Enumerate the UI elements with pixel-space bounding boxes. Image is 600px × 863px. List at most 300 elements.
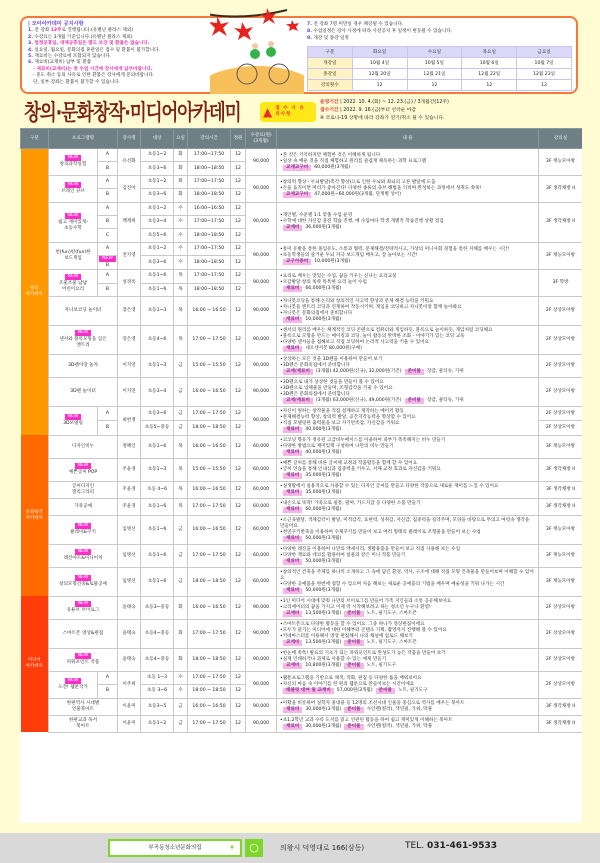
column-header: 프로그램명	[49, 129, 118, 149]
cost-label: 재료비	[283, 473, 302, 479]
cost-value: 40,000원(3개월)	[305, 426, 342, 432]
instructor-cell: 임병선	[118, 567, 141, 596]
capacity-cell: 12	[231, 175, 246, 188]
content-line: •창의력 향상 · 두뇌발달(촉각 향상)으로 인한 우뇌와 좌뇌의 고른 발달에 도움	[280, 179, 436, 185]
content-line: •천연쿠키반죽을 이용하여 수제쿠키를 만들어 보고 여러 형태의 클레이로 조형물을 만들어 보는 수업	[280, 529, 481, 535]
program-name-cell[interactable]	[49, 270, 98, 297]
program-name: 파워포인트 작품	[66, 660, 100, 666]
new-badge: NEW	[65, 182, 82, 188]
day-cell: 목	[174, 481, 188, 498]
cost-label: 재료비	[283, 286, 302, 292]
day-cell: 화	[174, 619, 188, 648]
content-line: •초1,2학년 교과 수록 도서를 읽고 연관된 활동을 하여 쉽고 재미있게 이해하는 북아트	[280, 717, 453, 723]
fee-cell: 60,000	[246, 544, 277, 567]
content-cell	[277, 202, 539, 242]
time-cell: 17:00 ~ 17:50	[188, 498, 231, 515]
column-header: 내 용	[277, 129, 539, 149]
day-cell: 수	[174, 685, 188, 698]
program-name-cell[interactable]	[49, 596, 118, 619]
notice-number: 9.	[307, 36, 312, 41]
table-row	[21, 544, 583, 567]
prep-value: 사인펜(컬러), 색연필, 가위, 딱풀	[366, 706, 433, 712]
cost-label: 재료비	[283, 427, 302, 433]
schedule-cell: 12월 20일	[352, 69, 407, 80]
cost-line	[280, 588, 535, 594]
time-cell: 16:00 ~ 16:50	[188, 698, 231, 715]
target-cell: 초등5~6	[141, 229, 174, 242]
program-name-cell[interactable]	[49, 296, 118, 325]
content-line: •다양한 방법으로 재미있게 구성하여 나만의 비누 만들기	[280, 443, 394, 449]
session-label-cell	[98, 671, 118, 684]
fee-cell: 60,000	[246, 567, 277, 596]
fee-cell: 60,000	[246, 458, 277, 481]
prep-label: 준비물	[405, 369, 424, 375]
notice-sub-item: - 중도 취소 등의 사유로 인한 환불은 강사에게 문의바랍니다.	[33, 73, 155, 79]
capacity-cell: 12	[231, 715, 246, 732]
content-line: •오감발달 창의 쑥쑥 톡톡한 요리 놀이 수업	[280, 280, 367, 286]
table-row	[21, 715, 583, 732]
program-name-cell[interactable]	[49, 619, 118, 648]
session-label: B	[105, 688, 110, 694]
cost-label: 교구사용비	[283, 259, 311, 265]
new-badge: NEW	[75, 330, 92, 336]
new-badge: NEW	[99, 256, 116, 262]
content-line: •코코넛 향유가 정유된 고급비누베이스를 이용하여 피부가 촉촉해지는 비누 만들기	[280, 437, 446, 443]
session-label: C	[105, 232, 110, 238]
instructor-cell: 이윤미	[118, 698, 141, 715]
table-row	[21, 296, 583, 325]
schedule-cell: 12월 21일	[407, 69, 462, 80]
program-name-cell[interactable]	[49, 377, 118, 406]
fee-cell: 90,000	[246, 698, 277, 715]
center-select[interactable]	[108, 839, 242, 857]
room-cell: 2F 상상모아방	[539, 296, 582, 325]
prep-value: 장갑, 물티슈, 가위	[426, 397, 464, 403]
cost-value: 50,000원(3개월)	[305, 558, 342, 564]
target-cell: 초등 4~6	[141, 481, 174, 498]
content-cell	[277, 619, 539, 648]
time-cell: 17:00~17:50	[188, 270, 231, 283]
notice-item	[307, 28, 572, 35]
time-cell: 18:00 ~ 18:50	[188, 567, 231, 596]
schedule-row	[308, 58, 572, 69]
time-cell: 17:00 ~ 17:50	[188, 544, 231, 567]
room-cell: 2F 상상모아방	[539, 648, 582, 671]
cost-value: 60,000원(3개월)	[305, 506, 342, 512]
program-name-cell[interactable]	[49, 544, 118, 567]
cost-label: 재료비	[283, 317, 302, 323]
table-row	[21, 567, 583, 596]
content-cell	[277, 175, 539, 202]
program-name-cell[interactable]	[49, 671, 98, 698]
target-cell: 초등1~2	[141, 715, 174, 732]
period-value: | 2022. 10. 4.(화) ~ 12. 23.(금) / 3개월간(12주)	[340, 100, 449, 105]
capacity-cell: 12	[231, 202, 246, 215]
program-name: 유튜브 브이로그	[66, 608, 100, 614]
content-line: •직접 모델링한 출력물을 보고 자기만족감, 자신감을 키워요	[280, 420, 400, 426]
tel-number: 031-461-9533	[426, 841, 498, 851]
program-name-cell[interactable]	[49, 406, 98, 435]
cost-label: 교재비	[283, 663, 302, 669]
target-cell: 초등1~3	[141, 354, 174, 377]
fee-cell: 90,000	[246, 377, 277, 406]
target-cell: 초등1~6	[141, 567, 174, 596]
content-cell	[277, 596, 539, 619]
program-name-cell[interactable]	[49, 149, 98, 176]
cost-value: 66,000원(3개월)	[305, 286, 342, 292]
program-name-cell[interactable]	[49, 175, 98, 202]
instructor-cell: 정혜인	[118, 435, 141, 458]
target-cell: 초등3~5	[141, 698, 174, 715]
column-header: 구분	[21, 129, 49, 149]
program-name-cell[interactable]	[49, 698, 118, 715]
time-cell: 17:00~17:50	[188, 215, 231, 228]
notice-number: 2.	[28, 34, 33, 40]
target-cell: 초등3~4	[141, 377, 174, 406]
time-cell: 16:00 ~ 16:50	[188, 296, 231, 325]
content-line: •스마트폰으로 다양한 활동을 할 수 있어요. 그중 하나가 영상편집이에요	[280, 621, 425, 627]
cost-value: 13,500원(3개월)	[305, 639, 342, 645]
program-name-cell[interactable]	[49, 715, 118, 732]
warning-icon: ▲	[263, 105, 273, 119]
cost-label: 재료비	[283, 450, 302, 456]
column-header: 정원	[231, 129, 246, 149]
notice-number: 5.	[28, 54, 33, 60]
cost-label: 교재비	[283, 640, 302, 646]
fee-cell: 90,000	[246, 354, 277, 377]
instructor-cell: 백재희	[118, 202, 141, 242]
program-name-cell[interactable]	[49, 481, 118, 498]
session-label: A	[105, 152, 110, 158]
capacity-cell: 12	[231, 498, 246, 515]
capacity-cell: 12	[231, 515, 246, 544]
notice-number: 8.	[307, 29, 312, 34]
cost-label: 교재비	[283, 611, 302, 617]
schedule-cell: 10월 6일	[462, 58, 517, 69]
content-cell	[277, 567, 539, 596]
room-cell: 3F 재능모아방	[539, 567, 582, 596]
content-line: •키네마스터를 이용해서 영상 편집해서 나의 채널에 업로드 해보기	[280, 633, 413, 639]
target-cell: 초등1~6	[141, 544, 174, 567]
room-cell: 3F 생각채방 II	[539, 481, 582, 498]
session-label: A	[105, 205, 110, 211]
prep-value: 노트, 필기도구	[366, 662, 397, 668]
cost-value: 네오센서봇 80,000원(구매)	[305, 345, 362, 351]
program-name: 3D펜이랑 놀자	[67, 362, 99, 368]
program-name: 한편교과 독서 북아트	[68, 717, 98, 729]
content-line: •개인별, 수준별 1:1 맞춤 수업 운영	[280, 213, 353, 219]
program-name-cell[interactable]	[49, 354, 118, 377]
content-cell	[277, 544, 539, 567]
new-badge: NEW	[75, 653, 92, 659]
program-name-cell[interactable]	[49, 325, 118, 354]
prep-label: 준비물	[405, 398, 424, 404]
content-line: •자니봇을 엔트리 코딩과 연계하여 작동시키며, 게임을 코딩하고 자니봇이랑 함께 놀아봐요	[280, 304, 462, 310]
program-table-wrap	[20, 128, 582, 823]
content-line: •실생활에서 실용적으로 사용할 수 있는 디자인 글씨를 만들고 다양한 작품으로 새로운 재미를 느낄 수 있어요	[280, 483, 499, 489]
capacity-cell: 12	[231, 435, 246, 458]
cost-value: 10,000원(3개월)	[305, 316, 342, 322]
content-cell	[277, 498, 539, 515]
time-cell: 18:00~18:50	[188, 256, 231, 270]
notice-text: 전 강좌 7명 미만일 경우 폐강될 수 있습니다.	[313, 22, 404, 27]
room-cell: 3F 생각채방 II	[539, 202, 582, 242]
cost-line	[280, 317, 535, 323]
prep-label: 준비물	[376, 688, 395, 694]
notice-text: 전 강좌	[34, 28, 51, 34]
table-row	[21, 498, 583, 515]
time-cell: 17:00 ~ 17:50	[188, 715, 231, 732]
session-label-cell	[98, 256, 118, 270]
instructor-cell: 이지연	[118, 377, 141, 406]
target-cell: 초등1~3	[141, 296, 174, 325]
notice-text: 수업일정은 강사 사정에 따라 사전공지 후 일정이 변동될 수 있습니다.	[313, 29, 453, 34]
schedule-cell: 10월 4일	[352, 58, 407, 69]
period-info	[320, 99, 449, 123]
table-row	[21, 325, 583, 354]
fee-cell: 90,000	[246, 715, 277, 732]
cost-label: 재료비	[283, 507, 302, 513]
capacity-cell: 12	[231, 421, 246, 436]
day-cell: 수	[174, 215, 188, 228]
capacity-cell: 12	[231, 283, 246, 296]
program-name-cell[interactable]	[49, 458, 118, 481]
table-row	[21, 149, 583, 162]
target-cell: 초등1~6	[141, 515, 174, 544]
new-badge: NEW	[65, 414, 82, 420]
cost-line	[280, 688, 535, 694]
cost-label: 태블릿 대여 및 교재비	[283, 688, 334, 694]
fee-cell: 90,000	[246, 648, 277, 671]
registration-notice-badge[interactable]	[260, 102, 316, 122]
program-name-cell[interactable]	[49, 567, 118, 596]
content-line: •다양한 센서들을 접해보고 직접 코딩하여 논리적 사고력을 키울 수 있어요	[280, 339, 429, 345]
capacity-cell: 12	[231, 648, 246, 671]
day-cell: 금	[174, 567, 188, 596]
program-name: 예쁜글씨 POP	[68, 470, 98, 476]
column-header: 강사명	[118, 129, 141, 149]
capacity-cell: 12	[231, 698, 246, 715]
cost-line	[280, 640, 535, 646]
time-cell: 16:00 ~ 16:50	[188, 435, 231, 458]
notice-list-left	[28, 21, 206, 86]
content-cell	[277, 354, 539, 377]
room-cell: 3F 재능모아방	[539, 544, 582, 567]
program-table	[20, 128, 582, 733]
notice-sub-item: 단, 일부 강좌는 환불이 불가할 수 있습니다.	[33, 79, 121, 85]
target-cell: 초등 1~3	[141, 671, 174, 684]
target-cell: 초등3~중등	[141, 596, 174, 619]
room-cell: 3F 재능모아방	[539, 242, 582, 269]
cost-value: 40,000원(3개월)	[305, 449, 342, 455]
room-cell: 3F 생각채방 II	[539, 458, 582, 481]
content-line: •3D펜으로 내가 상상한 것들을 만들어 볼 수 있어요	[280, 379, 384, 385]
session-label: A	[105, 178, 110, 184]
target-cell: 초등3~6	[141, 406, 174, 421]
notice-text: 일요일, 월요일, 문화의집 휴관일은 접수 및 환불이 불가합니다.	[34, 47, 160, 53]
schedule-cell: 개강일	[308, 58, 353, 69]
program-name-cell[interactable]	[49, 515, 118, 544]
instructor-cell: 이윤미	[118, 715, 141, 732]
program-name-cell[interactable]	[49, 498, 118, 515]
day-cell: 화	[174, 175, 188, 188]
cost-line	[280, 225, 535, 231]
instructor-cell: 이주희	[118, 671, 141, 698]
notice-text: 재료비(교재비) 납부 및 환불	[34, 60, 92, 66]
program-name: 한편역사 시대별 인물북아트	[66, 700, 100, 712]
schedule-table	[307, 46, 572, 91]
content-line: •소근육발달, 색채감각이 발달, 미적감각, 표현력, 성취감, 자신감, 집중력을 길러주며, 모양을 바탕으로 무의고 여럿속 생각을 만들어요	[280, 517, 530, 529]
session-label-cell	[98, 270, 118, 283]
new-badge: NEW	[65, 678, 82, 684]
cost-line	[280, 450, 535, 456]
cost-label: 재료비	[283, 346, 302, 352]
table-row	[21, 619, 583, 648]
cost-value: 35,000원(3개월)	[305, 489, 342, 495]
time-cell: 16:00 ~ 16:50	[188, 515, 231, 544]
day-cell: 수	[174, 242, 188, 255]
time-cell: 17:00 ~ 17:50	[188, 619, 231, 648]
time-cell: 18:00 ~ 18:50	[188, 648, 231, 671]
session-label-cell	[98, 175, 118, 188]
session-label-cell	[98, 162, 118, 175]
content-cell	[277, 671, 539, 698]
room-cell: 2F 상상모아방	[539, 421, 582, 436]
room-cell: 2F 상상모아방	[539, 596, 582, 619]
time-cell: 18:00~18:50	[188, 229, 231, 242]
cost-line	[280, 427, 535, 433]
cost-value: 10,800원(3개월)	[305, 662, 342, 668]
cost-label: 교재교구비	[283, 192, 311, 198]
program-name-cell[interactable]	[49, 242, 98, 269]
schedule-row	[308, 69, 572, 80]
program-name: 3D모델링	[63, 421, 83, 427]
instructor-cell: 장은영	[118, 325, 141, 354]
content-cell	[277, 242, 539, 269]
room-cell: 3F 재능모아방	[539, 515, 582, 544]
program-name-cell[interactable]	[49, 648, 118, 671]
chevron-down-icon: ▼	[230, 845, 234, 851]
instructor-cell: 윤태숙	[118, 596, 141, 619]
program-name: 3D펜 놀이터	[70, 388, 96, 394]
column-header: 대상	[141, 129, 174, 149]
time-cell: 18:00~18:50	[188, 162, 231, 175]
new-badge: NEW	[75, 523, 92, 529]
cost-line	[280, 490, 535, 496]
session-label: A	[105, 410, 110, 416]
capacity-cell: 12	[231, 481, 246, 498]
content-cell	[277, 296, 539, 325]
content-line: •내손으로 뚝딱! 가죽으로 필통, 팔찌, 카드지갑 등 다양한 소품 만들기	[280, 500, 421, 506]
time-cell: 17:00~17:50	[188, 242, 231, 255]
time-cell: 18:00 ~ 18:50	[188, 421, 231, 436]
day-cell: 금	[174, 406, 188, 421]
instructor-cell: 주윤경	[118, 481, 141, 498]
day-cell: 금	[174, 698, 188, 715]
column-header: 강의시간	[188, 129, 231, 149]
capacity-cell: 12	[231, 619, 246, 648]
search-button[interactable]	[245, 839, 263, 857]
instructor-cell: 성경옥	[118, 270, 141, 297]
column-header: 강의실	[539, 129, 582, 149]
cost-value: 30,000원(3개월)	[305, 706, 342, 712]
fee-cell: 90,000	[246, 296, 277, 325]
capacity-cell: 12	[231, 215, 246, 228]
fee-cell: 90,000	[246, 242, 277, 269]
day-cell: 수	[174, 256, 188, 270]
content-line: •3D펜으로 입체물을 만들며, 조형감각을 키울 수 있어요	[280, 385, 393, 391]
time-cell: 16:00~16:50	[188, 202, 231, 215]
cost-label: 재료비	[283, 724, 302, 730]
instructor-cell: 유선화	[118, 149, 141, 176]
column-header: 수강료(원) (3개월)	[246, 129, 277, 149]
program-name-cell[interactable]	[49, 435, 118, 458]
prep-label: 준비물	[344, 611, 363, 617]
session-label-cell	[98, 242, 118, 255]
prep-label: 준비물	[344, 707, 363, 713]
capacity-cell: 12	[231, 189, 246, 202]
new-badge: NEW	[65, 155, 82, 161]
tel-label: TEL.	[405, 841, 425, 851]
session-label-cell	[98, 406, 118, 421]
content-cell	[277, 648, 539, 671]
day-cell: 금	[174, 421, 188, 436]
table-row	[21, 698, 583, 715]
day-cell: 화	[174, 162, 188, 175]
time-cell: 15:00 ~ 15:50	[188, 354, 231, 377]
program-name-cell[interactable]	[49, 202, 98, 242]
table-row	[21, 242, 583, 255]
session-label: B	[105, 286, 110, 292]
instructor-cell: 전지영	[118, 242, 141, 269]
program-name: 펀(fun)펀(fun)한 보드게임	[55, 249, 91, 261]
day-cell: 수	[174, 229, 188, 242]
schedule-header-cell: 목요일	[462, 47, 517, 58]
new-badge: NEW	[75, 463, 92, 469]
target-cell: 초등1~2	[141, 202, 174, 215]
table-row	[21, 648, 583, 671]
target-cell: 초등3~6	[141, 162, 174, 175]
cost-label: 교재비	[283, 225, 302, 231]
content-line: •일상 속 배운 것을 직접 체험하고 원리를 즐겁게 체득하는 과학 프로그램	[280, 158, 427, 164]
registration-notice-label: 접 수 시 유의사항	[275, 106, 305, 117]
program-name: 클레이&쿠키	[70, 530, 96, 536]
prep-value: 노트, 필기도구	[398, 687, 428, 693]
time-cell: 18:00~18:50	[188, 283, 231, 296]
program-name: 브레인 큐브	[61, 189, 85, 195]
time-cell: 16:00 ~ 16:50	[188, 481, 231, 498]
schedule-cell: 12	[462, 80, 517, 91]
schedule-cell: 종강일	[308, 69, 353, 80]
content-line: •한눈에 쏙쏙! 발표의 기초가 되는 파워포인트로 완성도가 높은 작품을 만들어 보기	[280, 650, 446, 656]
cost-line	[280, 286, 535, 292]
content-cell	[277, 325, 539, 354]
address: 의왕시 덕영대로 166(삼동)	[280, 844, 365, 852]
room-cell: 2F 상상모아방	[539, 377, 582, 406]
new-badge: NEW	[75, 549, 92, 555]
capacity-cell: 12	[231, 671, 246, 684]
center-select-value: 부곡동청소년문화의집	[148, 845, 202, 851]
notice-sub-item: - 재료비(교재비)는 첫 수업 시간에 강사에게 납부바랍니다.	[33, 66, 153, 72]
program-name: 쉽고 재미있게- 초등수학	[58, 219, 88, 231]
cost-line	[280, 473, 535, 479]
notice-highlight: 12주	[50, 28, 62, 34]
content-line: •상상하는 모든 것을 3D펜을 이용하여 만들어 보기	[280, 356, 383, 362]
program-name: 창의모형건축&토탈공예	[59, 582, 107, 588]
footer	[0, 833, 600, 863]
content-line: •다양한 재료와 데코를 활용하여 실물과 같은 미니 작품 만들기	[280, 552, 406, 558]
capacity-cell: 12	[231, 377, 246, 406]
